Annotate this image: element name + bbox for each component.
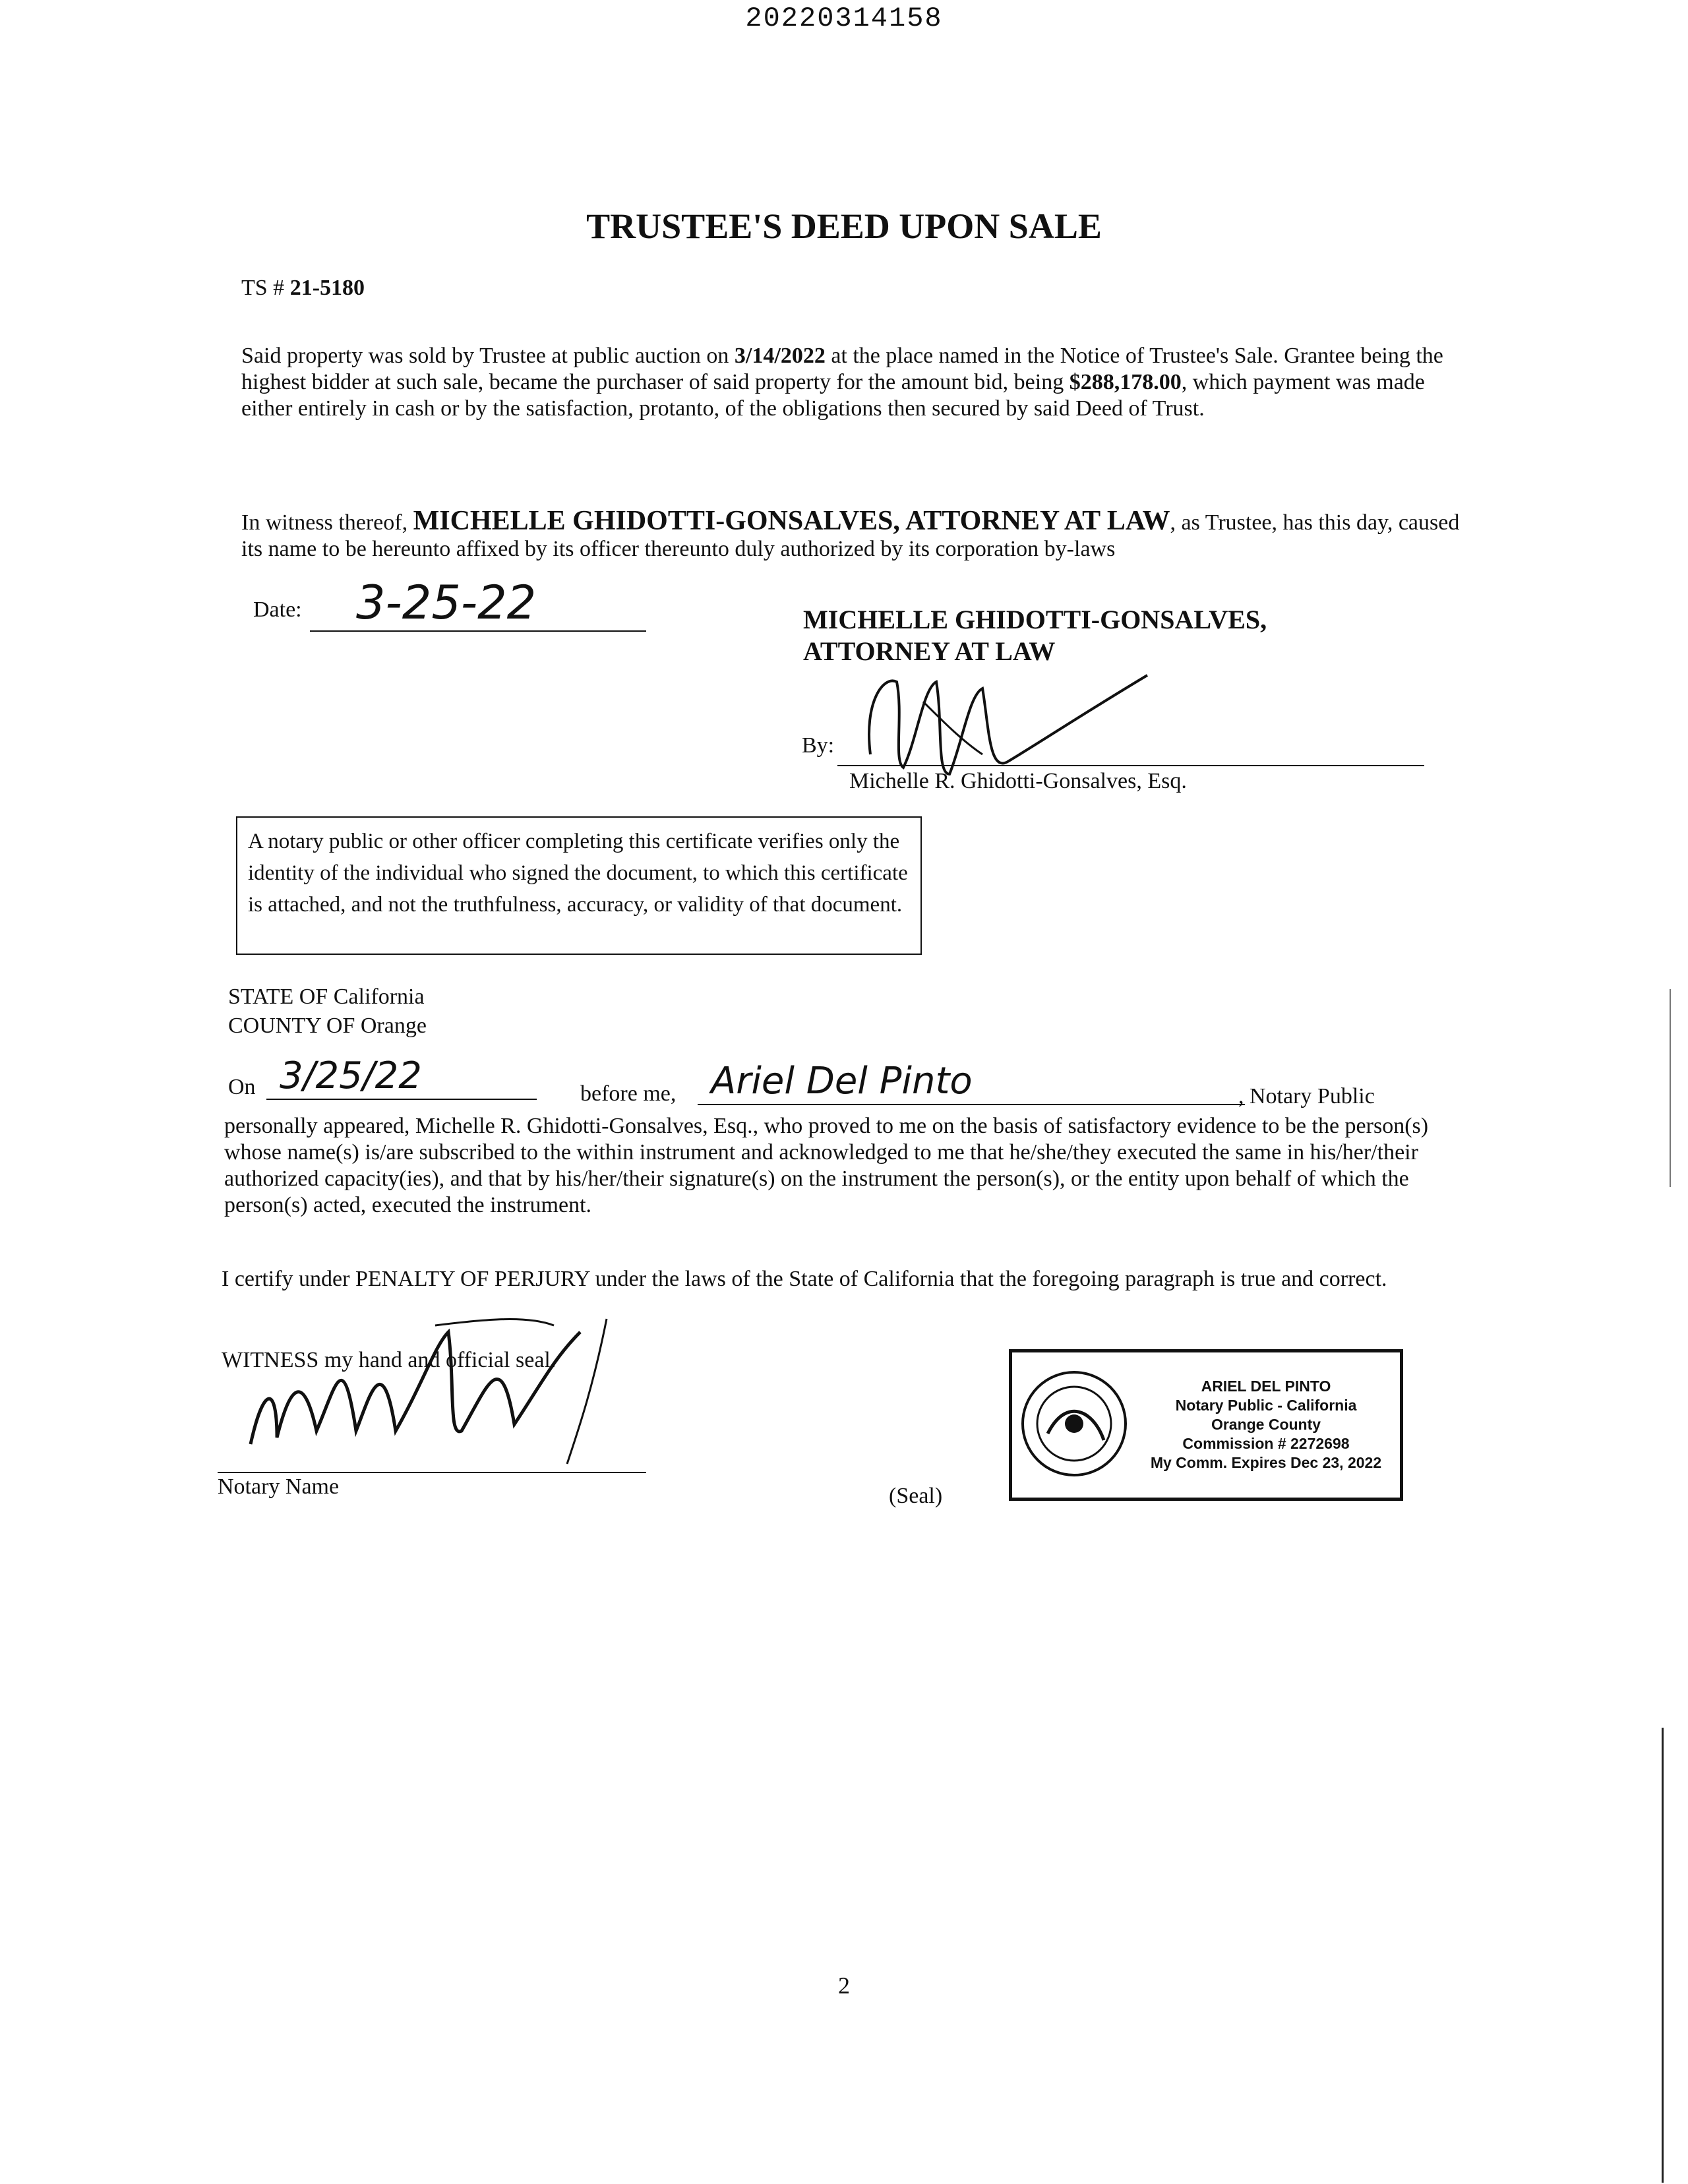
signature-line [837,765,1424,766]
ts-number [241,276,365,301]
sale-text-b: at the place named in the Notice of Trustee's Sale. Grantee being the highest bidder at such sale, became the purchaser of said property for the amount bid, being [241,344,1443,394]
ts-value: 21-5180 [289,276,365,300]
on-label: On [228,1075,256,1099]
stamp-expiration: My Comm. Expires Dec 23, 2022 [1150,1454,1382,1471]
stamp-county: Orange County [1211,1416,1321,1433]
sale-amount: $288,178.00 [1069,370,1182,394]
state-seal-emblem [1018,1368,1130,1480]
sale-text-a: Said property was sold by Trustee at public auction on [241,344,735,368]
notary-signature-line [218,1472,646,1473]
scan-edge-mark-upper [1670,989,1671,1187]
notary-public-label: , Notary Public [1238,1084,1375,1108]
notary-signature [237,1306,699,1477]
document-title: TRUSTEE'S DEED UPON SALE [586,206,1102,246]
stamp-notary-name: ARIEL DEL PINTO [1201,1378,1331,1395]
firm-line-2: ATTORNEY AT LAW [803,636,1056,666]
sale-paragraph [241,343,1481,422]
date-label: Date: [253,597,302,622]
before-me-label: before me, [580,1081,677,1106]
acknowledgment-date: 3/25/22 [266,1054,537,1100]
sale-text-c: , which payment was made either entirely in cash or by the satisfaction, protanto, of the obligations then secured by said Deed of Trust. [241,370,1425,421]
seal-label: (Seal) [889,1484,943,1508]
notary-name-label: Notary Name [218,1474,340,1499]
witness-text-b: , as Trustee, has this day, caused its name to be hereunto affixed by its officer thereunto duly authorized by its corporation by-laws [241,510,1460,561]
sale-date: 3/14/2022 [734,344,826,368]
notary-handwritten-name: Ariel Del Pinto [698,1059,1245,1105]
trustee-name: MICHELLE GHIDOTTI-GONSALVES, ATTORNEY AT LAW [413,506,1170,536]
handwritten-date: 3-25-22 [310,575,646,632]
firm-line-1: MICHELLE GHIDOTTI-GONSALVES, [803,605,1267,634]
notary-notice-box: A notary public or other officer completing this certificate verifies only the identity of the individual who signed the document, to which this certificate is attached, and not the truthfulness, accuracy, or validity of that document. [236,816,922,955]
page-number: 2 [838,1972,850,1999]
recording-number: 20220314158 [745,3,943,34]
stamp-title: Notary Public - California [1175,1397,1357,1414]
signer-name: Michelle R. Ghidotti-Gonsalves, Esq. [849,769,1187,793]
perjury-certification: I certify under PENALTY OF PERJURY under the laws of the State of California that the foregoing paragraph is true and correct. [222,1267,1387,1291]
stamp-text [1141,1377,1391,1472]
by-label: By: [802,733,835,758]
acknowledgment-body: personally appeared, Michelle R. Ghidotti-Gonsalves, Esq., who proved to me on the basis of satisfactory evidence to be the person(s) whose name(s) is/are subscribed to the within instrument and acknowledged to me that he/she/they executed the same in his/her/their authorized capacity(ies), and that by his/her/their signature(s) on the instrument the person(s), or the entity upon behalf of which the person(s) acted, executed the instrument. [224,1114,1429,1217]
witness-paragraph [241,508,1481,562]
witness-statement: WITNESS my hand and official seal. [222,1348,557,1372]
scan-edge-mark [1662,1728,1664,2183]
venue [228,983,427,1041]
venue-state: STATE OF California [228,985,425,1009]
stamp-commission: Commission # 2272698 [1182,1435,1350,1452]
ts-label: TS # [241,276,290,300]
firm-name [803,604,1267,667]
venue-county: COUNTY OF Orange [228,1014,427,1038]
witness-text-a: In witness thereof, [241,510,413,535]
